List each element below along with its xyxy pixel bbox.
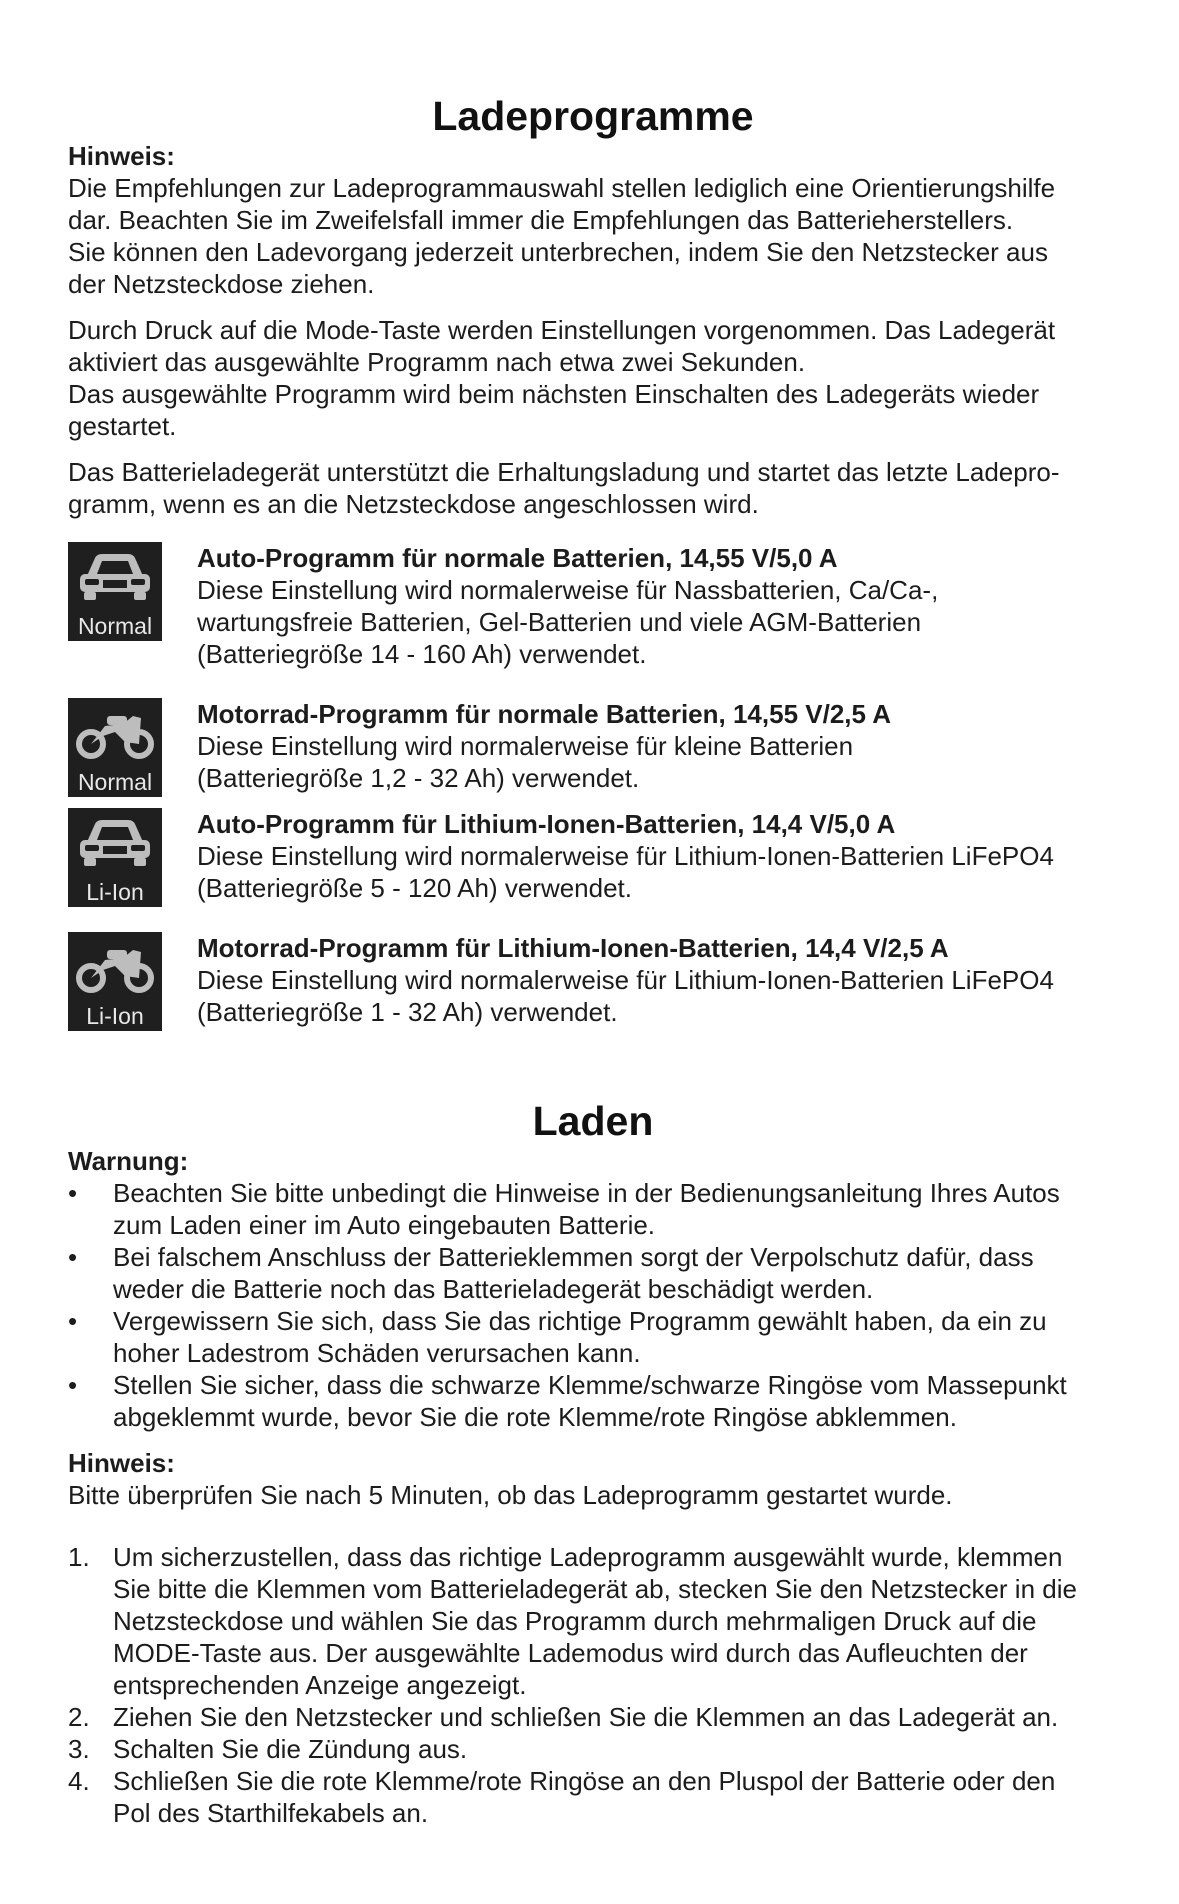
bullet-marker: • bbox=[68, 1306, 78, 1336]
text-line: Ziehen Sie den Netzstecker und schließen Sie die Klemmen an das Ladegerät an. bbox=[113, 1702, 1059, 1732]
text-line: Das Batterieladegerät unterstützt die Erhaltungsladung und startet das letzte Ladepro- bbox=[68, 457, 1060, 487]
text-line: (Batteriegröße 14 - 160 Ah) verwendet. bbox=[197, 639, 647, 669]
text-line: abgeklemmt wurde, bevor Sie die rote Klemme/rote Ringöse abklemmen. bbox=[113, 1402, 957, 1432]
text-line: Die Empfehlungen zur Ladeprogrammauswahl stellen lediglich eine Orientierungshilfe bbox=[68, 173, 1056, 203]
text-line: Bei falschem Anschluss der Batterieklemmen sorgt der Verpolschutz dafür, dass bbox=[113, 1242, 1034, 1272]
step-number: 2. bbox=[68, 1702, 90, 1732]
steps-list bbox=[68, 1541, 1118, 1829]
text-line: Das ausgewählte Programm wird beim nächsten Einschalten des Ladegeräts wieder bbox=[68, 379, 1040, 409]
motorcycle-icon bbox=[68, 932, 162, 1031]
bullet-marker: • bbox=[68, 1370, 78, 1400]
text-line: Diese Einstellung wird normalerweise für Lithium-Ionen-Batterien LiFePO4 bbox=[197, 965, 1054, 995]
list-item bbox=[68, 1541, 1118, 1701]
text-line: Sie bitte die Klemmen vom Batterieladegerät ab, stecken Sie den Netzstecker in die bbox=[113, 1574, 1077, 1604]
car-icon bbox=[68, 542, 162, 641]
warning-label: Warnung: bbox=[68, 1146, 189, 1176]
text-line: Diese Einstellung wird normalerweise für kleine Batterien bbox=[197, 731, 854, 761]
text-line: aktiviert das ausgewählte Programm nach etwa zwei Sekunden. bbox=[68, 347, 806, 377]
note-paragraph bbox=[68, 172, 1118, 300]
text-line: hoher Ladestrom Schäden verursachen kann. bbox=[113, 1338, 641, 1368]
text-line: MODE-Taste aus. Der ausgewählte Lademodus wird durch das Aufleuchten der bbox=[113, 1638, 1028, 1668]
note-label: Hinweis: bbox=[68, 141, 175, 171]
program-tag: Li-Ion bbox=[86, 879, 144, 905]
text-line: (Batteriegröße 1,2 - 32 Ah) verwendet. bbox=[197, 763, 640, 793]
text-line: Sie können den Ladevorgang jederzeit unterbrechen, indem Sie den Netzstecker aus bbox=[68, 237, 1048, 267]
text-line: Diese Einstellung wird normalerweise für Lithium-Ionen-Batterien LiFePO4 bbox=[197, 841, 1054, 871]
maintenance-paragraph bbox=[68, 456, 1118, 520]
text-line: Um sicherzustellen, dass das richtige Ladeprogramm ausgewählt wurde, klemmen bbox=[113, 1542, 1063, 1572]
program-title: Motorrad-Programm für normale Batterien, 14,55 V/2,5 A bbox=[197, 699, 892, 729]
list-item bbox=[68, 1733, 1118, 1765]
section-heading: Ladeprogramme bbox=[432, 93, 754, 139]
list-item bbox=[68, 1765, 1118, 1829]
program-text bbox=[197, 932, 1127, 1028]
text-line: wartungsfreie Batterien, Gel-Batterien und viele AGM-Batterien bbox=[197, 607, 922, 637]
step-number: 4. bbox=[68, 1766, 90, 1796]
text-line: weder die Batterie noch das Batterieladegerät beschädigt werden. bbox=[113, 1274, 874, 1304]
text-line: (Batteriegröße 1 - 32 Ah) verwendet. bbox=[197, 997, 618, 1027]
text-line: der Netzsteckdose ziehen. bbox=[68, 269, 375, 299]
list-item bbox=[68, 1701, 1118, 1733]
list-item bbox=[68, 1305, 1118, 1369]
car-icon bbox=[68, 808, 162, 907]
program-title: Motorrad-Programm für Lithium-Ionen-Batterien, 14,4 V/2,5 A bbox=[197, 933, 949, 963]
program-tag: Normal bbox=[77, 613, 153, 639]
text-line: Pol des Starthilfekabels an. bbox=[113, 1798, 429, 1828]
program-tag: Li-Ion bbox=[86, 1003, 144, 1029]
step-number: 1. bbox=[68, 1542, 90, 1572]
step-number: 3. bbox=[68, 1734, 90, 1764]
note-text: Bitte überprüfen Sie nach 5 Minuten, ob das Ladeprogramm gestartet wurde. bbox=[68, 1480, 953, 1510]
bullet-marker: • bbox=[68, 1178, 78, 1208]
motorcycle-icon bbox=[68, 698, 162, 797]
program-title: Auto-Programm für Lithium-Ionen-Batterien, 14,4 V/5,0 A bbox=[197, 809, 896, 839]
program-text bbox=[197, 808, 1127, 904]
section-laden bbox=[68, 1097, 1118, 1829]
text-line: (Batteriegröße 5 - 120 Ah) verwendet. bbox=[197, 873, 633, 903]
note-label: Hinweis: bbox=[68, 1448, 175, 1478]
text-line: Durch Druck auf die Mode-Taste werden Einstellungen vorgenommen. Das Ladegerät bbox=[68, 315, 1056, 345]
text-line: gestartet. bbox=[68, 411, 177, 441]
text-line: Beachten Sie bitte unbedingt die Hinweise in der Bedienungsanleitung Ihres Autos bbox=[113, 1178, 1060, 1208]
text-line: Vergewissern Sie sich, dass Sie das richtige Programm gewählt haben, da ein zu bbox=[113, 1306, 1047, 1336]
text-line: Schließen Sie die rote Klemme/rote Ringöse an den Pluspol der Batterie oder den bbox=[113, 1766, 1056, 1796]
text-line: Netzsteckdose und wählen Sie das Programm durch mehrmaligen Druck auf die bbox=[113, 1606, 1037, 1636]
bullet-marker: • bbox=[68, 1242, 78, 1272]
program-title: Auto-Programm für normale Batterien, 14,55 V/5,0 A bbox=[197, 543, 838, 573]
list-item bbox=[68, 1177, 1118, 1241]
text-line: gramm, wenn es an die Netzsteckdose angeschlossen wird. bbox=[68, 489, 759, 519]
text-line: entsprechenden Anzeige angezeigt. bbox=[113, 1670, 527, 1700]
program-text bbox=[197, 542, 1127, 670]
text-line: zum Laden einer im Auto eingebauten Batterie. bbox=[113, 1210, 656, 1240]
text-line: Stellen Sie sicher, dass die schwarze Klemme/schwarze Ringöse vom Massepunkt bbox=[113, 1370, 1067, 1400]
text-line: dar. Beachten Sie im Zweifelsfall immer die Empfehlungen das Batterieherstellers. bbox=[68, 205, 1014, 235]
text-line: Diese Einstellung wird normalerweise für Nassbatterien, Ca/Ca-, bbox=[197, 575, 939, 605]
list-item bbox=[68, 1369, 1118, 1433]
text-line: Schalten Sie die Zündung aus. bbox=[113, 1734, 468, 1764]
list-item bbox=[68, 1241, 1118, 1305]
mode-paragraph bbox=[68, 314, 1118, 442]
program-text bbox=[197, 698, 1127, 794]
program-tag: Normal bbox=[77, 769, 153, 795]
section-ladeprogramme bbox=[68, 92, 1118, 520]
warning-list bbox=[68, 1177, 1118, 1433]
section-heading: Laden bbox=[532, 1098, 654, 1144]
